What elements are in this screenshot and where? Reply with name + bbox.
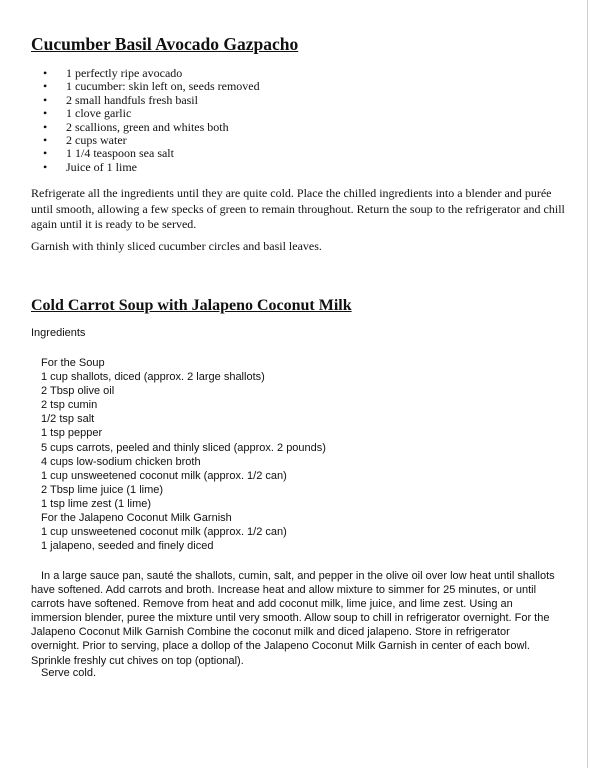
list-item: 2 Tbsp lime juice (1 lime) [41, 483, 164, 496]
list-item: • 1 clove garlic [28, 107, 260, 120]
list-item: For the Jalapeno Coconut Milk Garnish [41, 512, 232, 525]
list-item: 1 cup unsweetened coconut milk (approx. 1/2 can) [41, 469, 287, 482]
list-item: • 2 cups water [28, 134, 260, 147]
recipe2-serve-note: Serve cold. [41, 667, 97, 679]
recipe2-ingredient-list [41, 356, 326, 553]
list-item: 5 cups carrots, peeled and thinly sliced (approx. 2 pounds) [41, 441, 326, 454]
scan-edge-line [587, 0, 588, 768]
recipe1-garnish: Garnish with thinly sliced cucumber circles and basil leaves. [31, 239, 322, 253]
recipe2-ingredients-heading: Ingredients [31, 327, 86, 339]
list-item: • 1 perfectly ripe avocado [28, 67, 260, 80]
recipe2-title: Cold Carrot Soup with Jalapeno Coconut Milk [31, 297, 352, 314]
recipe1-directions: Refrigerate all the ingredients until they are quite cold. Place the chilled ingredients into a blender and purée until smooth, allowing a few specks of green to remain throughout. Return the soup to the refrigerator and chill again until it is ready to be served. [31, 186, 565, 232]
list-item: • 1 cucumber: skin left on, seeds removed [28, 80, 260, 93]
list-item: • 2 small handfuls fresh basil [28, 94, 260, 107]
list-item: 1 cup unsweetened coconut milk (approx. 1/2 can) [41, 526, 287, 539]
recipe1-title: Cucumber Basil Avocado Gazpacho [31, 34, 299, 54]
list-item: 4 cups low-sodium chicken broth [41, 455, 201, 468]
list-item: 1 tsp lime zest (1 lime) [41, 497, 152, 510]
list-item: 1/2 tsp salt [41, 413, 95, 426]
list-item: 1 jalapeno, seeded and finely diced [41, 540, 214, 553]
list-item: • 2 scallions, green and whites both [28, 121, 260, 134]
list-item: 1 cup shallots, diced (approx. 2 large shallots) [41, 371, 265, 384]
list-item: 1 tsp pepper [41, 427, 103, 440]
list-item: For the Soup [41, 357, 105, 369]
list-item: 2 Tbsp olive oil [41, 385, 115, 398]
recipe2-directions: In a large sauce pan, sauté the shallots, cumin, salt, and pepper in the olive oil over low heat until shallots have softened. Add carrots and broth. Increase heat and allow mixture to simmer for 25 minutes, or until carrots have softened. Remove from heat and add coconut milk, lime juice, and lime zest. Using an immersion blender, puree the mixture until very smooth. Allow soup to chill in refrigerator overnight. For the Jalapeno Coconut Milk Garnish Combine the coconut milk and diced jalapeno. Store in refrigerator overnight. Prior to serving, place a dollop of the Jalapeno Coconut Milk Garnish in center of each bowl. Sprinkle freshly cut chives on top (optional). [31, 570, 555, 667]
list-item: • 1 1/4 teaspoon sea salt [28, 147, 260, 160]
list-item: • Juice of 1 lime [28, 161, 260, 174]
recipe1-ingredient-list [28, 67, 260, 174]
list-item: 2 tsp cumin [41, 399, 98, 412]
